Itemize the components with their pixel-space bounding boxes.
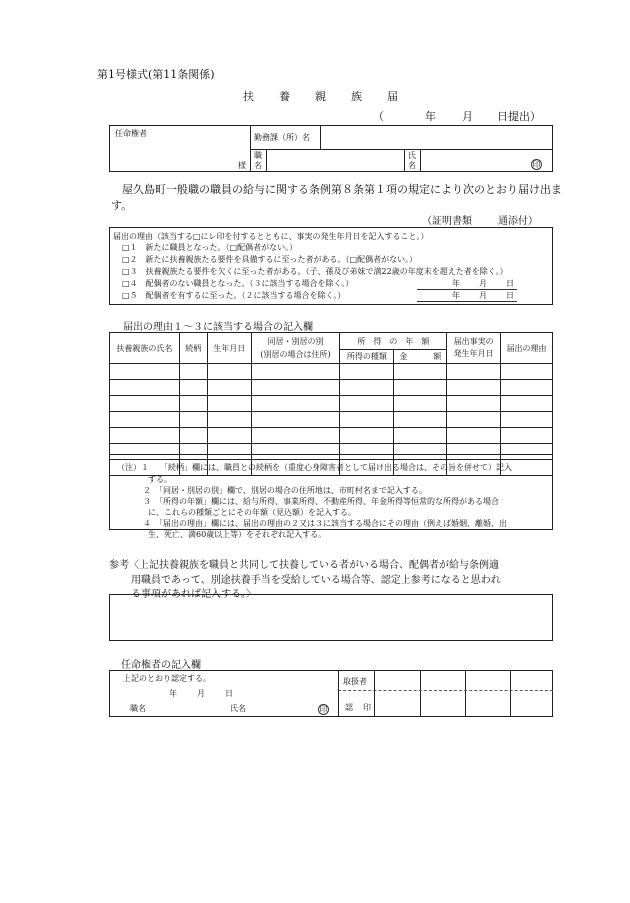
cert-month: 月	[197, 689, 205, 698]
reason5-month: 月	[479, 291, 487, 300]
reason4-day: 日	[506, 279, 514, 288]
appointer-sama: 様	[238, 161, 246, 170]
page-title: 扶 養 親 族 届	[243, 90, 399, 103]
table-row[interactable]	[110, 380, 553, 396]
cert-year: 年	[169, 689, 177, 698]
cert-job: 職名	[130, 704, 146, 713]
job-label-divider	[266, 149, 267, 172]
cert-day: 日	[225, 689, 233, 698]
reason5-day: 日	[506, 291, 514, 300]
job-label: 職 名	[254, 151, 262, 170]
col-event-date: 届出事実の 発生年月日	[447, 333, 501, 364]
name-divider	[404, 149, 405, 172]
note-2: ２ 「同居・別居の別」欄で、別居の場合の住所地は、市町村名まで記入する。	[143, 486, 427, 495]
reason4-year: 年	[452, 279, 460, 288]
reason5-year: 年	[452, 291, 460, 300]
note-1b: する。	[148, 475, 172, 484]
form-id: 第1号様式(第11条関係)	[97, 68, 215, 81]
cert-seal-icon: 印	[319, 705, 328, 714]
dept-divider	[320, 125, 321, 149]
cert-label: （証明書類	[422, 216, 472, 227]
reasons-heading: 届出の理由（該当する□にレ印を付するとともに、事実の発生年月日を記入すること。）	[113, 232, 429, 241]
stamp-label-1: 認	[345, 703, 353, 712]
appointer-divider	[338, 670, 339, 717]
note-3b: に、これらの種類ごとにその年額（見込額）を記入する。	[148, 508, 356, 517]
reference-field[interactable]	[109, 594, 553, 641]
col-name: 扶養親族の氏名	[110, 333, 180, 364]
name-label: 氏 名	[408, 151, 416, 170]
col-income: 所 得 の 年 額	[340, 333, 447, 350]
note-3a: ３ 「所得の年額」欄には、給与所得、事業所得、不動産所得、年金所得等恒常的な所得がある場合	[143, 497, 499, 506]
reference-line-3: る事項があれば記入する。〉	[131, 589, 256, 600]
table-row[interactable]	[110, 428, 553, 444]
col-relation: 続柄	[179, 333, 207, 364]
note-1a: 「続柄」欄には、職員との続柄を（重度心身障害者として届け出る場合は、その旨を併せて）記入	[160, 463, 512, 472]
stamp-col-4	[510, 670, 511, 717]
table-row[interactable]	[110, 364, 553, 380]
submission-year: 年	[425, 110, 436, 123]
note-4a: ４ 「届出の理由」欄には、届出の理由の２又は３に該当する場合にその理由（例えば婚姻、離婚、出	[143, 519, 507, 528]
stamp-col-2	[420, 670, 421, 717]
reference-line-1: 参考〈上記扶養親族を職員と共同して扶養している者がいる場合、配偶者が給与条例適	[109, 560, 499, 571]
name-label-divider	[420, 149, 421, 172]
reason-item-3[interactable]: □３ 扶養親族たる要件を欠くに至った者がある。（子、孫及び弟妹で満22歳の年度末を超えた者を除く。）	[122, 267, 508, 276]
appointer-label: 任命権者	[115, 129, 147, 138]
reference-line-2: 用職員であって、別途扶養手当を受給している場合等、認定上参考になると思われ	[131, 575, 501, 586]
reason-item-4[interactable]: □４ 配偶者のない職員となった。（３に該当する場合を除く。）	[122, 279, 354, 288]
handler-label: 取扱者	[343, 677, 367, 686]
header-row-divider	[250, 149, 553, 150]
submission-open: （	[373, 110, 384, 123]
reason-item-5[interactable]: □５ 配偶者を有するに至った。（２に該当する場合を除く。）	[122, 291, 346, 300]
reason-item-1[interactable]: □１ 新たに職員となった。（□配偶者がない。）	[122, 243, 298, 252]
cert-suffix: 通添付）	[498, 216, 538, 227]
col-cohabitation: 同居・別居の別 (別居の場合は住所)	[251, 333, 340, 364]
dept-field[interactable]	[325, 127, 549, 147]
reason4-date-line	[417, 289, 517, 290]
table-row[interactable]	[110, 396, 553, 412]
col-income-amount: 金 額	[394, 350, 447, 364]
note-lead: （注）１	[117, 463, 149, 472]
dept-label: 勤務課（所）名	[254, 133, 310, 142]
reason-item-2[interactable]: □２ 新たに扶養親族たる要件を具備するに至った者がある。（□配偶者がない。）	[122, 255, 418, 264]
col-reason: 届出の理由	[501, 333, 553, 364]
certified-text: 上記のとおり認定する。	[123, 674, 211, 683]
stamp-label-2: 印	[363, 703, 371, 712]
intro-text: 屋久島町一般職の職員の給与に関する条例第８条第１項の規定により次のとおり届け出ます。	[111, 183, 562, 212]
submission-day: 日提出）	[497, 110, 541, 123]
cert-name: 氏名	[230, 704, 246, 713]
stamp-col-1	[374, 670, 375, 717]
section-title: 届出の理由１～３に該当する場合の記入欄	[123, 322, 313, 333]
header-seal-icon: 印	[532, 160, 541, 169]
table-row[interactable]	[110, 412, 553, 428]
reason5-date-line	[417, 301, 517, 302]
submission-month: 月	[462, 110, 473, 123]
note-4b: 生、死亡、満60歳以上等）をそれぞれ記入する。	[148, 530, 327, 539]
name-field[interactable]	[425, 151, 525, 169]
appointer-section-title: 任命権者の記入欄	[121, 660, 201, 671]
col-income-type: 所得の種類	[340, 350, 394, 364]
reason4-month: 月	[479, 279, 487, 288]
stamp-row-divider	[338, 690, 553, 691]
stamp-col-3	[465, 670, 466, 717]
job-field[interactable]	[271, 151, 399, 169]
col-birth: 生年月日	[207, 333, 251, 364]
